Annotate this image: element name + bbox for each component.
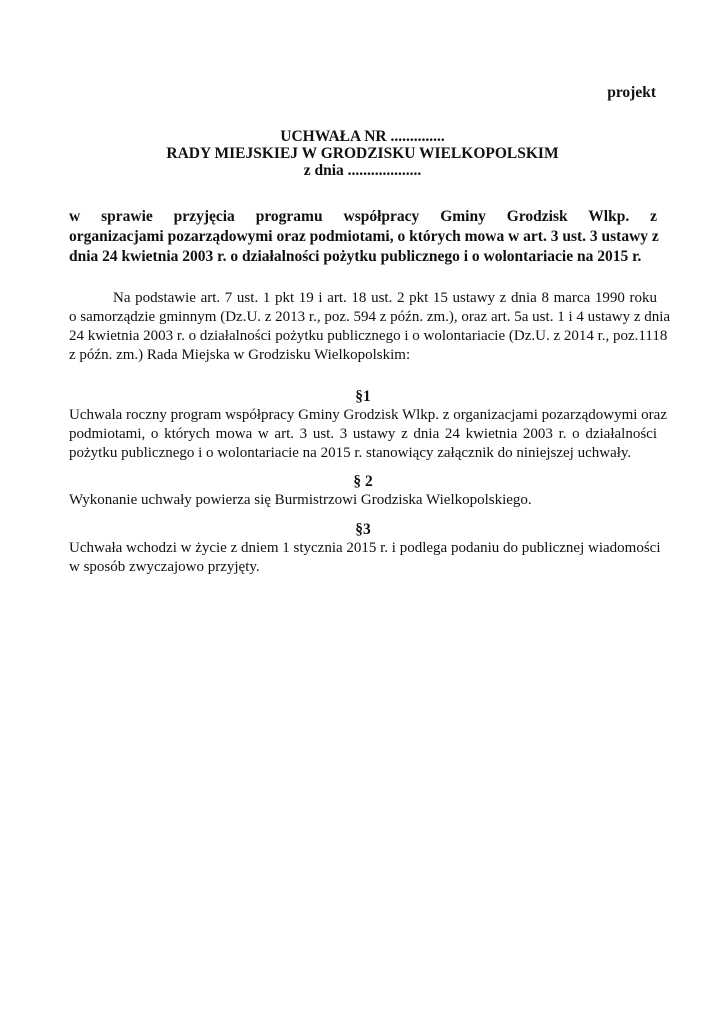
- resolution-header: [0, 128, 725, 179]
- council-name: RADY MIEJSKIEJ W GRODZISKU WIELKOPOLSKIM: [166, 145, 559, 162]
- basis-line: o samorządzie gminnym (Dz.U. z 2013 r., poz. 594 z późn. zm.), oraz art. 5a ust. 1 i 4 ustawy z dnia: [69, 309, 671, 325]
- section-text: [69, 539, 661, 577]
- section-text: [69, 406, 667, 463]
- section-line: pożytku publicznego i o wolontariacie na 2015 r. stanowiący załącznik do niniejszej uchwały.: [69, 445, 632, 461]
- draft-label: projekt: [607, 84, 656, 101]
- section-3: [69, 520, 661, 577]
- resolution-number: UCHWAŁA NR ..............: [280, 128, 445, 145]
- section-line: podmiotami, o których mowa w art. 3 ust. 3 ustawy z dnia 24 kwietnia 2003 r. o działalności: [69, 426, 657, 442]
- section-2: [69, 472, 657, 510]
- section-mark: §3: [355, 521, 371, 538]
- subject-line: dnia 24 kwietnia 2003 r. o działalności pożytku publicznego i o wolontariacie na 2015 r.: [69, 248, 642, 265]
- section-line: Uchwała wchodzi w życie z dniem 1 stycznia 2015 r. i podlega podaniu do publicznej wiadomości: [69, 540, 661, 556]
- section-line: Wykonanie uchwały powierza się Burmistrzowi Grodziska Wielkopolskiego.: [69, 492, 532, 508]
- legal-basis-paragraph: [69, 289, 671, 365]
- basis-line: Na podstawie art. 7 ust. 1 pkt 19 i art. 18 ust. 2 pkt 15 ustawy z dnia 8 marca 1990 roku: [113, 290, 657, 306]
- section-text: [69, 491, 657, 510]
- section-mark: §1: [355, 388, 371, 405]
- section-mark: § 2: [353, 473, 373, 490]
- resolution-date: z dnia ...................: [303, 162, 422, 179]
- basis-line: z późn. zm.) Rada Miejska w Grodzisku Wielkopolskim:: [69, 347, 411, 363]
- basis-line: 24 kwietnia 2003 r. o działalności pożytku publicznego i o wolontariacie (Dz.U. z 2014 r., poz.1118: [69, 328, 668, 344]
- resolution-subject: [69, 207, 657, 267]
- section-1: [69, 387, 667, 463]
- subject-line: organizacjami pozarządowymi oraz podmiotami, o których mowa w art. 3 ust. 3 ustawy z: [69, 228, 659, 245]
- subject-line: w sprawie przyjęcia programu współpracy Gminy Grodzisk Wlkp. z: [69, 208, 657, 225]
- section-line: w sposób zwyczajowo przyjęty.: [69, 559, 260, 575]
- section-line: Uchwala roczny program współpracy Gminy Grodzisk Wlkp. z organizacjami pozarządowymi oraz: [69, 407, 667, 423]
